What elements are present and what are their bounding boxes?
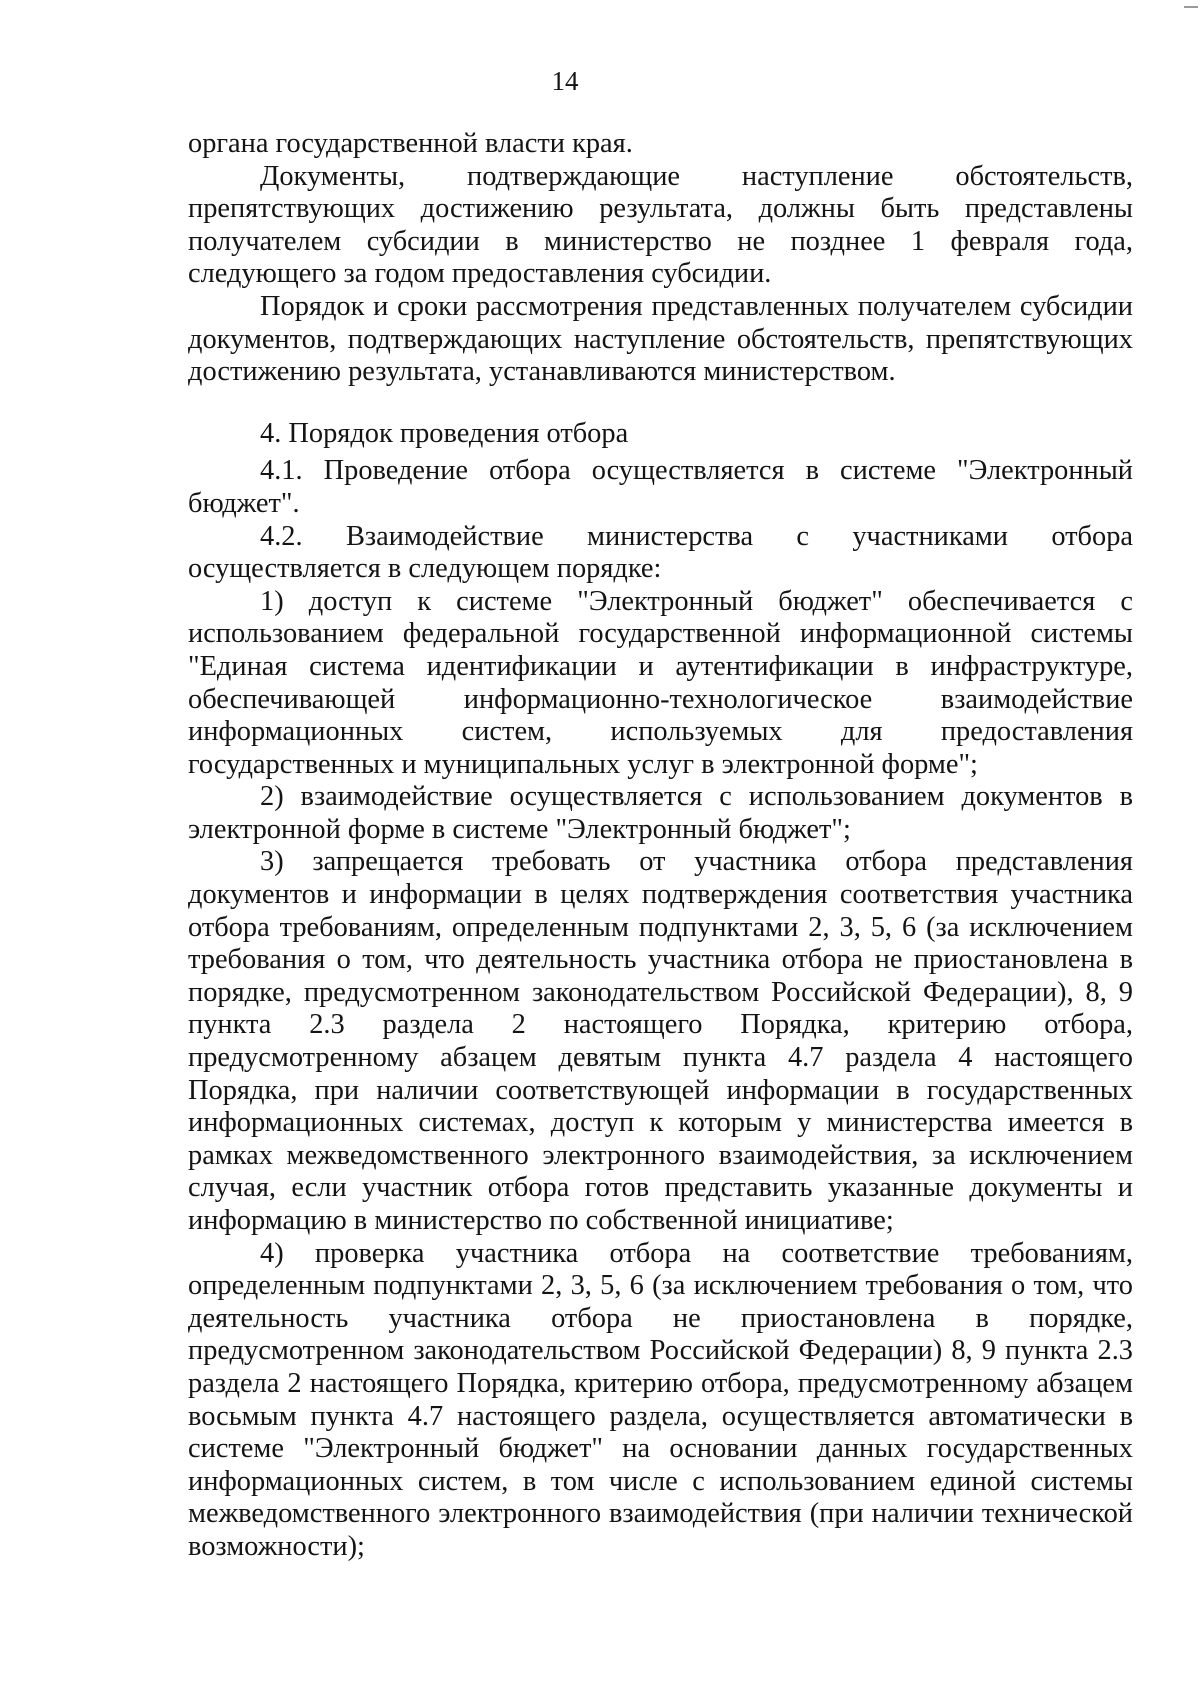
paragraph-documents: Документы, подтверждающие наступление обстоятельств, препятствующих достижению результата, должны быть представлены получателем субсидии в министерство не позднее 1 февраля года, следующего за годом предоставления субсидии.: [188, 160, 1133, 290]
paragraph-continuation: органа государственной власти края.: [188, 128, 633, 159]
list-item-2: 2) взаимодействие осуществляется с использованием документов в электронной форме в системе "Электронный бюджет";: [188, 781, 1133, 845]
list-item-4: 4) проверка участника отбора на соответствие требованиям, определенным подпунктами 2, 3, 5, 6 (за исключением требования о том, что деятельность участника отбора не приостановлена в порядке, предусмотренном законодательством Российской Федерации) 8, 9 пункта 2.3 раздела 2 настоящего Порядка, критерию отбора, предусмотренному абзацем восьмым пункта 4.7 настоящего раздела, осуществляется автоматически в системе "Электронный бюджет" на основании данных государственных информационных систем, в том числе с использованием единой системы межведомственного электронного взаимодействия (при наличии технической возможности);: [188, 1237, 1133, 1562]
scan-edge-mark: [1184, 6, 1198, 8]
paragraph-procedure: Порядок и сроки рассмотрения представленных получателем субсидии документов, подтверждающих наступление обстоятельств, препятствующих достижению результата, устанавливаются министерством.: [188, 290, 1133, 388]
document-body: [188, 128, 1133, 1564]
clause-4-1: 4.1. Проведение отбора осуществляется в системе "Электронный бюджет".: [188, 455, 1133, 519]
clause-4-2: 4.2. Взаимодействие министерства с участниками отбора осуществляется в следующем порядке:: [188, 520, 1133, 585]
list-item-3: 3) запрещается требовать от участника отбора представления документов и информации в целях подтверждения соответствия участника отбора требованиям, определенным подпунктами 2, 3, 5, 6 (за исключением требования о том, что деятельность участника отбора не приостановлена в порядке, предусмотренном законодательством Российской Федерации), 8, 9 пункта 2.3 раздела 2 настоящего Порядка, критерию отбора, предусмотренному абзацем девятым пункта 4.7 раздела 4 настоящего Порядка, при наличии соответствующей информации в государственных информационных системах, доступ к которым у министерства имеется в рамках межведомственного электронного взаимодействия, за исключением случая, если участник отбора готов представить указанные документы и информацию в министерство по собственной инициативе;: [188, 846, 1133, 1236]
page-number: 14: [551, 66, 579, 96]
section-heading: 4. Порядок проведения отбора: [260, 417, 629, 449]
list-item-1: 1) доступ к системе "Электронный бюджет" обеспечивается с использованием федеральной государственной информационной системы "Единая система идентификации и аутентификации в инфраструктуре, обеспечивающей информационно-технологическое взаимодействие информационных систем, используемых для предоставления государственных и муниципальных услуг в электронной форме";: [188, 585, 1133, 780]
